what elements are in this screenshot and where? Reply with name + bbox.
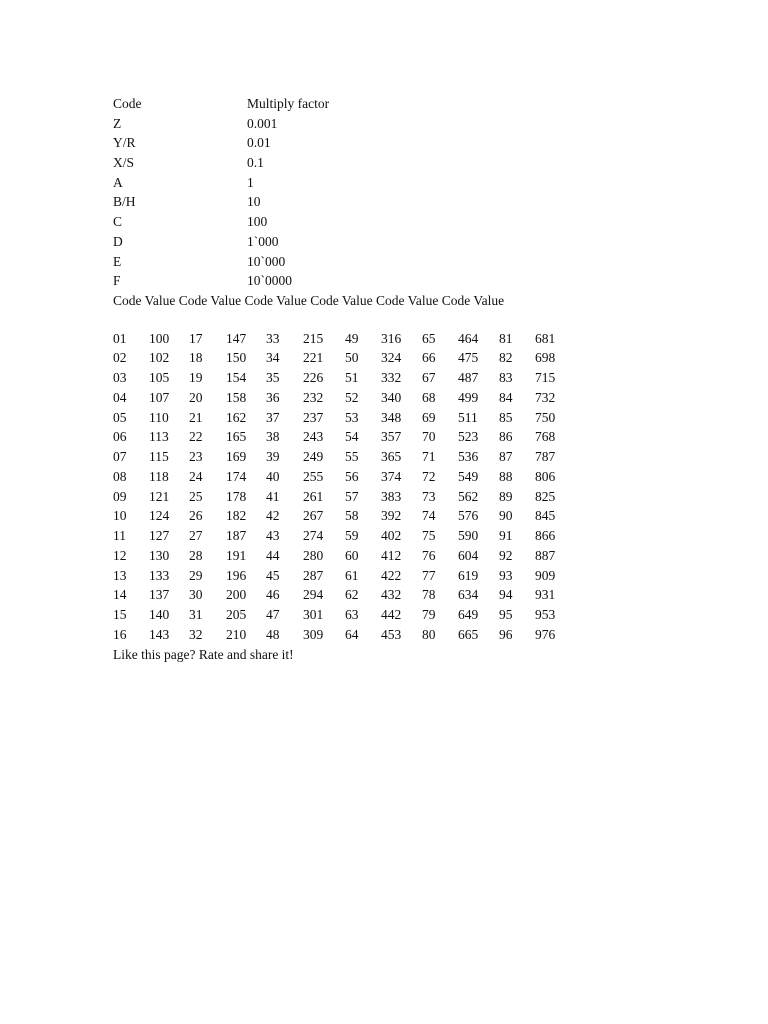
code-cell: 78 [422,587,436,603]
multiplier-factor: 0.001 [247,115,278,131]
multiplier-code: C [113,214,123,230]
code-cell: 65 [422,330,436,346]
value-cell: 576 [458,508,479,524]
code-cell: 20 [189,389,203,405]
multiplier-factor: 0.01 [247,135,271,151]
multiplier-factor: 1 [247,174,254,190]
code-cell: 29 [189,567,203,583]
value-cell: 115 [149,449,169,465]
value-cell: 649 [458,607,479,623]
value-cell: 226 [303,370,324,386]
value-cell: 107 [149,389,170,405]
code-cell: 05 [113,409,127,425]
value-cell: 357 [381,429,402,445]
value-cell: 750 [535,409,556,425]
code-cell: 80 [422,626,436,642]
value-cell: 604 [458,547,479,563]
table-row [113,348,556,368]
value-cell: 432 [381,587,402,603]
table-row [113,526,556,546]
code-cell: 01 [113,330,127,346]
code-cell: 64 [345,626,359,642]
code-cell: 92 [499,547,513,563]
value-cell: 324 [381,350,402,366]
code-cell: 87 [499,449,513,465]
code-cell: 25 [189,488,203,504]
multiplier-row [113,212,504,232]
value-cell: 715 [535,370,556,386]
code-cell: 40 [266,468,280,484]
table-row [113,585,556,605]
value-cell: 768 [535,429,556,445]
code-cell: 67 [422,370,436,386]
multiplier-row [113,153,504,173]
value-cell: 487 [458,370,479,386]
value-cell: 422 [381,567,402,583]
code-cell: 35 [266,370,280,386]
value-cell: 237 [303,409,324,425]
value-cell: 221 [303,350,324,366]
table-row [113,408,556,428]
code-cell: 32 [189,626,203,642]
value-cell: 243 [303,429,324,445]
table-row [113,467,556,487]
value-cell: 845 [535,508,556,524]
code-cell: 54 [345,429,359,445]
code-cell: 26 [189,508,203,524]
value-cell: 402 [381,528,402,544]
value-cell: 383 [381,488,402,504]
code-cell: 04 [113,389,127,405]
code-cell: 51 [345,370,359,386]
table-row [113,566,556,586]
value-cell: 348 [381,409,402,425]
code-cell: 93 [499,567,513,583]
value-cell: 178 [226,488,247,504]
multiplier-header-row [113,94,504,114]
value-cell: 255 [303,468,324,484]
code-cell: 09 [113,488,127,504]
table-row [113,329,556,349]
value-cell: 158 [226,389,247,405]
code-cell: 47 [266,607,280,623]
table-row [113,447,556,467]
value-table-header: Code Value Code Value Code Value Code Value Code Value Code Value [113,292,505,308]
multiplier-code: Y/R [113,135,136,151]
code-cell: 89 [499,488,513,504]
multiplier-row [113,271,504,291]
footer-text: Like this page? Rate and share it! [113,646,294,662]
code-cell: 61 [345,567,359,583]
multiplier-row [113,232,504,252]
code-cell: 36 [266,389,280,405]
code-cell: 43 [266,528,280,544]
value-cell: 412 [381,547,402,563]
code-cell: 77 [422,567,436,583]
code-cell: 84 [499,389,513,405]
code-cell: 59 [345,528,359,544]
code-cell: 30 [189,587,203,603]
code-cell: 53 [345,409,359,425]
value-cell: 137 [149,587,170,603]
value-cell: 133 [149,567,170,583]
value-cell: 825 [535,488,556,504]
multiplier-code: F [113,273,121,289]
value-cell: 105 [149,370,170,386]
code-cell: 57 [345,488,359,504]
value-cell: 442 [381,607,402,623]
code-cell: 71 [422,449,436,465]
value-cell: 249 [303,449,324,465]
code-cell: 42 [266,508,280,524]
value-cell: 165 [226,429,247,445]
code-cell: 37 [266,409,280,425]
code-cell: 79 [422,607,436,623]
value-cell: 681 [535,330,556,346]
value-cell: 806 [535,468,556,484]
value-cell: 887 [535,547,556,563]
code-cell: 60 [345,547,359,563]
value-cell: 121 [149,488,170,504]
value-cell: 261 [303,488,324,504]
value-cell: 665 [458,626,479,642]
value-cell: 200 [226,587,247,603]
table-row [113,625,556,645]
value-cell: 113 [149,429,169,445]
multiplier-code: Z [113,115,122,131]
multiplier-row [113,173,504,193]
code-cell: 21 [189,409,203,425]
value-cell: 187 [226,528,247,544]
value-cell: 294 [303,587,324,603]
code-cell: 08 [113,468,127,484]
code-cell: 23 [189,449,203,465]
table-row [113,487,556,507]
value-cell: 169 [226,449,247,465]
value-cell: 549 [458,468,479,484]
multiplier-code: A [113,174,123,190]
value-cell: 232 [303,389,324,405]
value-cell: 215 [303,330,324,346]
value-cell: 130 [149,547,170,563]
code-cell: 95 [499,607,513,623]
table-row [113,546,556,566]
code-cell: 81 [499,330,513,346]
code-cell: 11 [113,528,126,544]
value-cell: 475 [458,350,479,366]
code-cell: 48 [266,626,280,642]
value-cell: 931 [535,587,556,603]
value-cell: 280 [303,547,324,563]
value-cell: 147 [226,330,247,346]
value-cell: 102 [149,350,170,366]
code-cell: 55 [345,449,359,465]
table-row [113,388,556,408]
code-cell: 75 [422,528,436,544]
value-cell: 374 [381,468,402,484]
code-cell: 10 [113,508,127,524]
value-table [113,329,556,645]
value-cell: 182 [226,508,247,524]
code-cell: 70 [422,429,436,445]
value-cell: 499 [458,389,479,405]
value-cell: 316 [381,330,402,346]
code-cell: 62 [345,587,359,603]
value-cell: 150 [226,350,247,366]
code-cell: 41 [266,488,280,504]
code-cell: 94 [499,587,513,603]
code-cell: 39 [266,449,280,465]
code-cell: 44 [266,547,280,563]
code-cell: 28 [189,547,203,563]
multiplier-code-header: Code [113,96,142,111]
value-cell: 174 [226,468,247,484]
multiplier-row [113,114,504,134]
code-cell: 06 [113,429,127,445]
multiplier-row [113,192,504,212]
code-cell: 68 [422,389,436,405]
code-cell: 17 [189,330,203,346]
value-cell: 536 [458,449,479,465]
code-cell: 91 [499,528,513,544]
code-cell: 96 [499,626,513,642]
value-cell: 953 [535,607,556,623]
code-cell: 33 [266,330,280,346]
value-cell: 619 [458,567,479,583]
code-cell: 46 [266,587,280,603]
multiplier-factor: 10`0000 [247,273,292,289]
value-cell: 287 [303,567,324,583]
code-cell: 85 [499,409,513,425]
value-cell: 100 [149,330,170,346]
table-row [113,368,556,388]
multiplier-code: D [113,233,123,249]
code-cell: 50 [345,350,359,366]
code-cell: 38 [266,429,280,445]
code-cell: 27 [189,528,203,544]
multiplier-factor: 100 [247,214,268,230]
code-cell: 66 [422,350,436,366]
value-cell: 464 [458,330,479,346]
value-cell: 732 [535,389,556,405]
code-cell: 74 [422,508,436,524]
code-cell: 58 [345,508,359,524]
code-cell: 15 [113,607,127,623]
multiplier-factor: 10 [247,194,261,210]
code-cell: 83 [499,370,513,386]
table-row [113,506,556,526]
code-cell: 31 [189,607,203,623]
code-cell: 63 [345,607,359,623]
value-cell: 143 [149,626,170,642]
value-cell: 140 [149,607,170,623]
value-cell: 162 [226,409,247,425]
value-cell: 110 [149,409,169,425]
value-cell: 634 [458,587,479,603]
value-cell: 332 [381,370,402,386]
code-cell: 72 [422,468,436,484]
value-cell: 392 [381,508,402,524]
code-cell: 03 [113,370,127,386]
code-cell: 90 [499,508,513,524]
value-cell: 590 [458,528,479,544]
code-cell: 02 [113,350,127,366]
code-cell: 88 [499,468,513,484]
code-cell: 49 [345,330,359,346]
multiplier-code: X/S [113,155,135,171]
value-cell: 365 [381,449,402,465]
value-cell: 909 [535,567,556,583]
value-cell: 309 [303,626,324,642]
multiplier-table [113,114,504,291]
multiplier-factor: 1`000 [247,233,279,249]
code-cell: 34 [266,350,280,366]
code-cell: 45 [266,567,280,583]
document-body [113,94,556,664]
code-cell: 86 [499,429,513,445]
multiplier-row [113,133,504,153]
code-cell: 24 [189,468,203,484]
table-row [113,427,556,447]
code-cell: 07 [113,449,127,465]
value-cell: 340 [381,389,402,405]
value-cell: 698 [535,350,556,366]
multiplier-factor: 0.1 [247,155,264,171]
value-cell: 124 [149,508,170,524]
value-cell: 562 [458,488,479,504]
code-cell: 22 [189,429,203,445]
code-cell: 69 [422,409,436,425]
multiplier-factor: 10`000 [247,253,286,269]
value-cell: 267 [303,508,324,524]
value-cell: 196 [226,567,247,583]
value-cell: 523 [458,429,479,445]
code-cell: 73 [422,488,436,504]
value-cell: 191 [226,547,247,563]
multiplier-code: E [113,253,122,269]
code-cell: 19 [189,370,203,386]
value-cell: 127 [149,528,170,544]
value-cell: 301 [303,607,324,623]
multiplier-code: B/H [113,194,136,210]
code-cell: 13 [113,567,127,583]
code-cell: 56 [345,468,359,484]
code-cell: 16 [113,626,127,642]
value-cell: 976 [535,626,556,642]
multiplier-factor-header: Multiply factor [247,96,330,111]
value-cell: 118 [149,468,169,484]
code-cell: 12 [113,547,127,563]
code-cell: 76 [422,547,436,563]
code-cell: 82 [499,350,513,366]
value-cell: 210 [226,626,247,642]
value-cell: 787 [535,449,556,465]
value-cell: 511 [458,409,478,425]
value-cell: 154 [226,370,247,386]
spacer [113,311,504,329]
value-cell: 274 [303,528,324,544]
code-cell: 52 [345,389,359,405]
code-cell: 14 [113,587,127,603]
value-cell: 453 [381,626,402,642]
value-cell: 205 [226,607,247,623]
value-cell: 866 [535,528,556,544]
multiplier-row [113,252,504,272]
table-row [113,605,556,625]
code-cell: 18 [189,350,203,366]
